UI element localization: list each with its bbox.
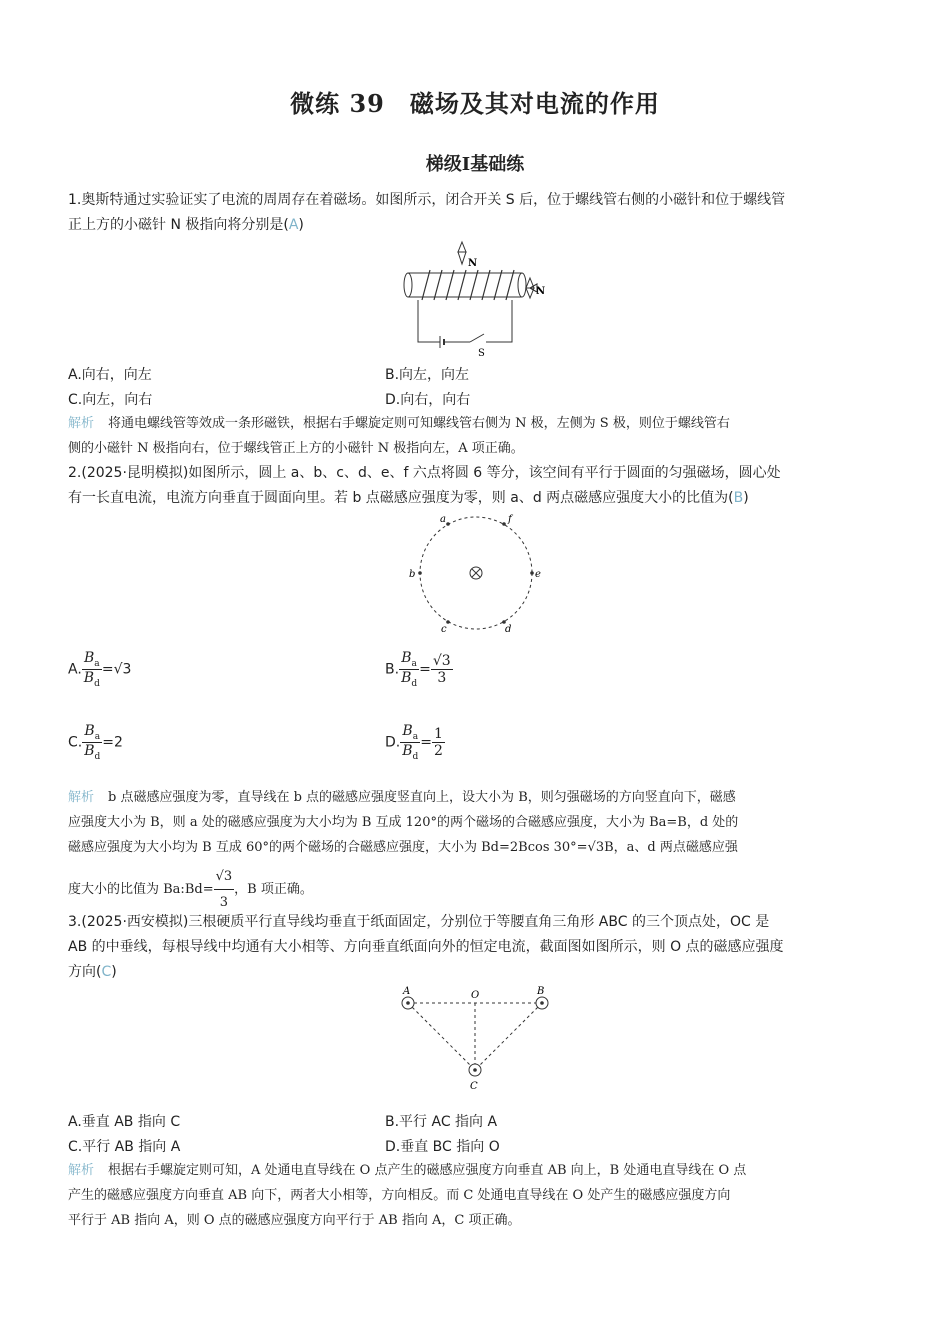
q3-point-b: B [537,986,545,997]
q2-point-f: f [508,514,512,525]
q2-stem-line1: 2.(2025·昆明模拟)如图所示，圆上 a、b、c、d、e、f 六点将圆 6 等分，该空间有平行于圆面的匀强磁场，圆心处 [68,465,781,481]
q3-stem-line1: 3.(2025·西安模拟)三根硬质平行直导线均垂直于纸面固定，分别位于等腰直角三角形 ABC 的三个顶点处，OC 是 [68,914,770,930]
q3-analysis-line3: 平行于 AB 指向 A，则 O 点的磁感应强度方向平行于 AB 指向 A，C 项正确。 [68,1213,521,1228]
top-compass-icon [458,242,477,269]
q1-answer: A [288,217,299,233]
q2-option-a[interactable]: A. $\frac{B_a}{B_d}$ =√3 [68,650,132,689]
q3-analysis-line2: 产生的磁感应强度方向垂直 AB 向下，两者大小相等，方向相反。而 C 处通电直导线在 O 处产生的磁感应强度方向 [68,1188,731,1203]
q3-stem [68,910,883,985]
q2-option-b[interactable]: B. $\frac{B_a}{B_d}$ = $\frac{√3}{3}$ [385,650,451,689]
q1-option-d[interactable]: D.向右，向右 [385,392,471,408]
q2-circle-figure [404,510,549,635]
q1-label-n-right: N [536,286,546,297]
q2-option-d[interactable]: D. $\frac{B_a}{B_d}$ = $\frac{1}{2}$ [385,723,443,762]
q1-analysis-tag: 解析 [68,416,95,431]
q1-stem-line1: 1.奥斯特通过实验证实了电流的周周存在着磁场。如图所示，闭合开关 S 后，位于螺线管右侧的小磁针和位于螺线管 [68,192,786,208]
q2-option-c[interactable]: C. $\frac{B_a}{B_d}$ =2 [68,723,123,762]
q1-label-n-top: N [468,258,478,269]
q2-analysis-line4: 度大小的比值为 Ba:Bd= $\frac{√3}{3}$ ，B 项正确。 [68,864,883,915]
q3-stem-line2: AB 的中垂线，每根导线中均通有大小相等、方向垂直纸面向外的恒定电流，截面图如图所示，则 O 点的磁感应强度 [68,939,784,955]
q2-point-d: d [505,624,512,635]
q2-point-e: e [535,569,541,580]
q3-point-c: C [470,1081,478,1092]
q3-triangle-figure [396,985,556,1095]
q2-analysis-tag: 解析 [68,790,95,805]
q2-stem-line2: 有一长直电流，电流方向垂直于圆面向里。若 b 点磁感应强度为零，则 a、d 两点磁感应强度大小的比值为(B) [68,490,749,506]
q1-label-switch: S [478,348,485,359]
q2-analysis-line1: b 点磁感应强度为零，直导线在 b 点的磁感应强度竖直向上，设大小为 B，则匀强磁场的方向竖直向下，磁感 [108,790,736,805]
q2-stem [68,461,883,511]
q1-stem-line2: 正上方的小磁针 N 极指向将分别是(A) [68,217,304,233]
q2-analysis-line2: 应强度大小为 B，则 a 处的磁感应强度为大小均为 B 互成 120°的两个磁场的合磁感应强度，大小为 Ba=B，d 处的 [68,815,739,830]
q1-option-b[interactable]: B.向左，向左 [385,367,470,383]
q3-option-c[interactable]: C.平行 AB 指向 A [68,1139,181,1155]
coil-windings [422,270,514,300]
q1-analysis-line2: 侧的小磁针 N 极指向右，位于螺线管正上方的小磁针 N 极指向左，A 项正确。 [68,441,524,456]
q1-analysis [68,411,883,461]
q3-stem-line3: 方向(C) [68,964,117,980]
q2-analysis [68,785,883,915]
q3-analysis [68,1158,883,1233]
q1-analysis-line1: 将通电螺线管等效成一条形磁铁，根据右手螺旋定则可知螺线管右侧为 N 极，左侧为 S 极，则位于螺线管右 [108,416,730,431]
q2-point-b: b [409,569,416,580]
q2-answer: B [733,490,744,506]
q1-option-a[interactable]: A.向右，向左 [68,367,152,383]
q1-option-c[interactable]: C.向左，向右 [68,392,153,408]
q3-option-b[interactable]: B.平行 AC 指向 A [385,1114,498,1130]
page-title: 微练 39 磁场及其对电流的作用 [290,89,660,118]
q2-analysis-line3: 磁感应强度为大小均为 B 互成 60°的两个磁场的合磁感应强度，大小为 Bd=2Bcos 30°=√3B，a、d 两点磁感应强 [68,840,738,855]
q2-point-a: a [440,514,446,525]
q3-option-d[interactable]: D.垂直 BC 指向 O [385,1139,500,1155]
q3-analysis-tag: 解析 [68,1163,95,1178]
q1-solenoid-figure [400,238,560,363]
q3-option-a[interactable]: A.垂直 AB 指向 C [68,1114,181,1130]
right-compass-icon [526,278,545,298]
q3-analysis-line1: 根据右手螺旋定则可知，A 处通电直导线在 O 点产生的磁感应强度方向垂直 AB 向上，B 处通电直导线在 O 点 [108,1163,747,1178]
q2-point-c: c [441,624,447,635]
q3-answer: C [101,964,112,980]
q3-point-o: O [471,990,480,1001]
q1-stem [68,188,883,238]
q3-point-a: A [403,986,411,997]
section-title: 梯级Ⅰ基础练 [425,154,525,175]
current-out-of-page-icon [402,997,548,1076]
